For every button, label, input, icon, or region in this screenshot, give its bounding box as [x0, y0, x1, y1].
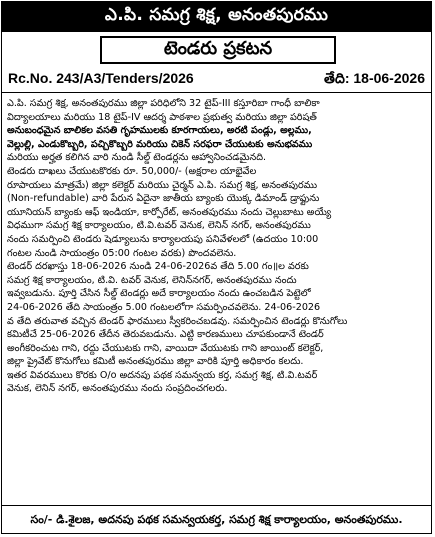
body-line: కమిటీచే 25-06-2026 తేదీన తెరువబడును. ఎట్టి కారణములు చూపకుండానే టెండర్	[7, 329, 324, 341]
paragraph-contact	[7, 369, 426, 396]
body-line: ఇవ్వబడును. పూర్తి చేసిన సీల్డ్ టెండర్లు అదే కార్యాలయం నందు ఉంచబడిన పెట్టెలో	[7, 288, 311, 300]
notice-body	[7, 97, 426, 396]
body-line: యూనియన్ బ్యాంకు ఆఫ్ ఇండియా, కార్పోరేట్, అనంతపురము నందు చెల్లుబాటు అయ్యే	[7, 206, 332, 218]
body-line: రూపాయలు మాత్రమే) జిల్లా కలెక్టర్ మరియు చైర్మన్ ఎ.పి. సమగ్ర శిక్ష, అనంతపురము	[7, 179, 318, 191]
notice-title: టెండరు ప్రకటన	[163, 37, 273, 59]
body-line: అనుబంధమైన బాలికల వసతి గృహములకు కూరగాయలు, అరటి పండ్లు, అల్లము,	[7, 125, 312, 137]
header-title: ఎ.పి. సమగ్ర శిక్ష, అనంతపురము	[104, 5, 329, 25]
body-line: మరియు అర్హత కలిగిన వారి నుండి సీల్డ్ టెండర్లను ఆహ్వానించడమైనది.	[7, 152, 267, 164]
divider-top	[2, 92, 431, 93]
notice-date: తేది: 18-06-2026	[324, 70, 425, 86]
body-line: 24-06-2026 తేది సాయంత్రం 5.00 గంటలలోగా సమర్పించవలెను. 24-06-2026	[7, 301, 321, 313]
body-line: విధముగా సమగ్ర శిక్ష కార్యాలయం, టి.వి.టవర్ వెనుక, లెనిన్ నగర్, అనంతపురము	[7, 220, 311, 232]
signature-text: సం/- డి.శైలజ, అదనపు పథక సమన్వయకర్త, సమగ్ర శిక్ష కార్యాలయం, అనంతపురము.	[30, 512, 403, 526]
reference-number: Rc.No. 243/A3/Tenders/2026	[8, 70, 194, 86]
body-line: విద్యాలయాలు మరియు 18 టైప్-IV ఆదర్శ పాఠశాల ప్రభుత్వ మరియు జిల్లా పరిషత్	[7, 111, 317, 123]
body-line: అంగీకరించుట గాని, రద్దు చేయుటకు గాని, వాయిదా వేయుటకు గాని జాయింట్ కలెక్టర్,	[7, 342, 324, 354]
paragraph-fee	[7, 165, 426, 260]
body-line: ఇతర వివరములు కొరకు O/o అదనపు పథక సమన్వయ కర్త, సమగ్ర శిక్ష, టి.వి.టవర్	[7, 369, 318, 381]
body-line: వెనుక, లెనిన్ నగర్, అనంతపురము నందు సంప్రదించగలరు.	[7, 383, 228, 395]
footer-signature-row	[2, 506, 431, 535]
notice-title-box	[100, 36, 336, 64]
body-line: వెల్లుల్లి, ఎండుకొబ్బరి, పచ్చికొబ్బరి మరియు చికెన్ సరఫరా చేయుటకు అనుభవము	[7, 138, 313, 150]
body-line: వ తేది తరువాత వచ్చిన టెండర్ ఫారములు స్వీకరించబడవు. సమర్పించిన టెండర్లు కొనుగోలు	[7, 315, 348, 327]
header-banner	[2, 2, 431, 32]
tender-notice	[1, 1, 432, 534]
body-line: జిల్లా ప్రైవేట్ కొనుగోలు కమిటీ అనంతపురము జిల్లా వారికి పూర్తి అధికారం కలదు.	[7, 356, 304, 368]
paragraph-schedule	[7, 260, 426, 369]
body-line: టెండర్ దరఖాస్తు 18-06-2026 నుండి 24-06-2026వ తేది 5.00 గం॥ల వరకు	[7, 261, 309, 273]
reference-row	[8, 70, 425, 90]
body-line: గంటల నుండి సాయంత్రం 05:00 గంటల వరకు) పొందవలెను.	[7, 247, 237, 259]
body-line: (Non-refundable) వారి పేరున ఏదైనా జాతీయ బ్యాంకు యొక్క డిమాండ్ డ్రాఫ్టును	[7, 193, 320, 205]
body-line: టెండరు దాఖలు చేయుటకొరకు రూ. 50,000/- (అక్షరాల యాభైవేల	[7, 165, 257, 177]
body-line: ఎ.పి. సమగ్ర శిక్ష, అనంతపురము జిల్లా పరిధిలోని 32 టైప్-III కస్తూరిబా గాంధీ బాలికా	[7, 98, 320, 109]
paragraph-eligibility	[7, 97, 426, 165]
body-line: నందు సమర్పించి టెండరు షెడ్యూలును కార్యాలయపు పనివేళలలో (ఉదయం 10:00	[7, 233, 319, 245]
body-line: సమగ్ర శిక్ష కార్యాలయం, టి.వి. టవర్ వెనుక, లెనిన్‌నగర్, అనంతపురము నందు	[7, 274, 297, 286]
